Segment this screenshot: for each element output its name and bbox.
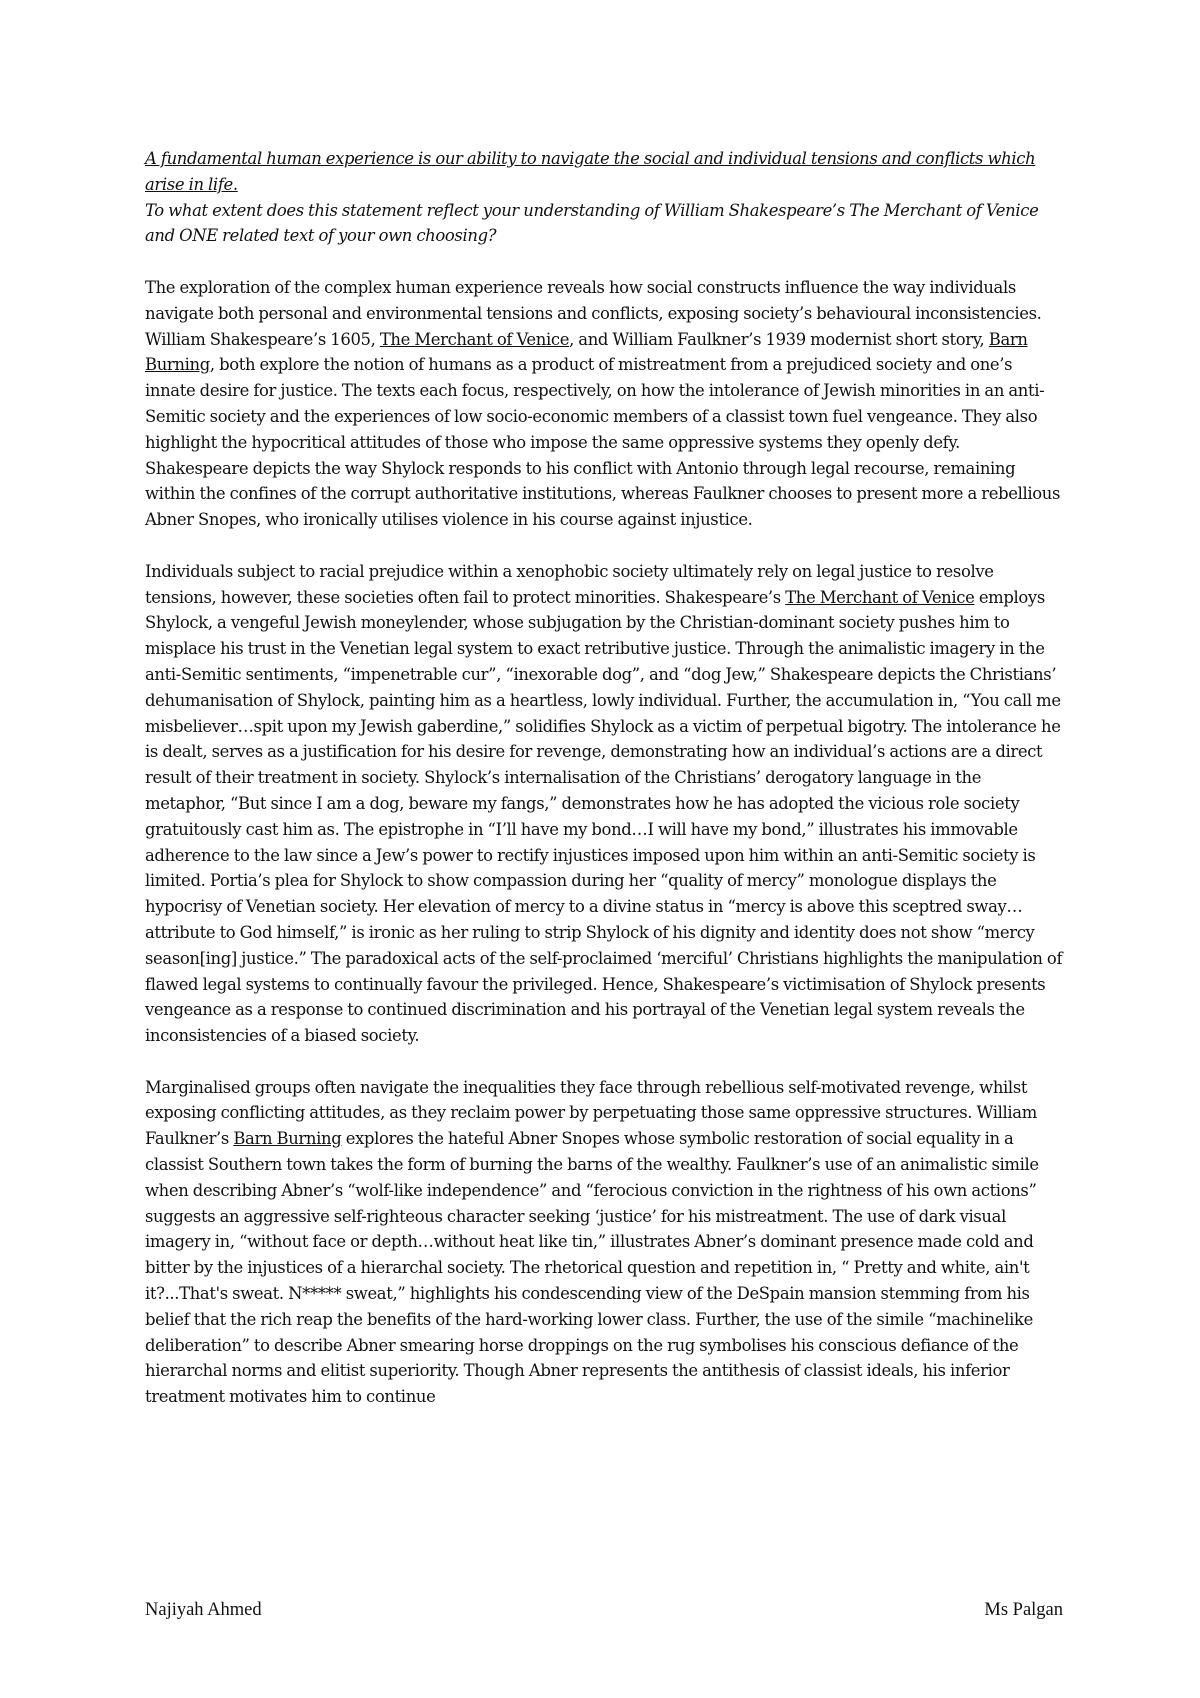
prompt-question: To what extent does this statement reflect your understanding of William Shakespeare’s The Merchant of Venice and ONE related text of your own choosing? xyxy=(145,200,1039,246)
paragraph-text: explores the hateful Abner Snopes whose symbolic restoration of social equality in a classist Southern town takes the form of burning the barns of the wealthy. Faulkner’s use of an animalistic simile when describing Abner’s “wolf-like independence” and “ferocious conviction in the rightness of his own actions” suggests an aggressive self-righteous character seeking ‘justice’ for his mistreatment. The use of dark visual imagery in, “without face or depth…without heat like tin,” illustrates Abner’s dominant presence made cold and bitter by the injustices of a hierarchal society. The rhetorical question and repetition in, “ Pretty and white, ain't it?...That's sweat. N***** sweat,” highlights his condescending view of the DeSpain mansion stemming from his belief that the rich reap the benefits of the hard-working lower class. Further, the use of the simile “machinelike deliberation” to describe Abner smearing horse droppings on the rug symbolises his conscious defiance of the hierarchal norms and elitist superiority. Though Abner represents the antithesis of classist ideals, his inferior treatment motivates him to continue xyxy=(145,1129,1039,1407)
paragraph-text: The exploration of the complex human experience reveals how social constructs influence the way individuals navigate both personal and environmental tensions and conflicts, exposing society’s behavioural inconsistencies. William Shakespeare’s 1605, xyxy=(145,277,1042,349)
paragraph-barn-burning-analysis xyxy=(145,1075,1063,1410)
text-title-barn-burning: Barn Burning xyxy=(233,1129,342,1149)
page-footer xyxy=(145,1600,1063,1630)
text-title-merchant: The Merchant of Venice xyxy=(379,329,570,349)
footer-student-name: Najiyah Ahmed xyxy=(145,1600,262,1620)
paragraph-merchant-analysis xyxy=(145,559,1063,1049)
paragraph-text: Individuals subject to racial prejudice within a xenophobic society ultimately rely on legal justice to resolve tensions, however, these societies often fail to protect minorities. Shakespeare’s xyxy=(145,561,994,607)
text-title-merchant: The Merchant of Venice xyxy=(785,587,975,607)
paragraph-text: Marginalised groups often navigate the inequalities they face through rebellious self-motivated revenge, whilst exposing conflicting attitudes, as they reclaim power by perpetuating those same oppressive structures. William Faulkner’s xyxy=(145,1077,1037,1149)
footer-teacher-name: Ms Palgan xyxy=(984,1600,1063,1620)
paragraph-text: employs Shylock, a vengeful Jewish moneylender, whose subjugation by the Christian-dominant society pushes him to misplace his trust in the Venetian legal system to exact retributive justice. Through the animalistic imagery in the anti-Semitic sentiments, “impenetrable cur”, “inexorable dog”, and “dog Jew,” Shakespeare depicts the Christians’ dehumanisation of Shylock, painting him as a heartless, lowly individual. Further, the accumulation in, “You call me misbeliever…spit upon my Jewish gaberdine,” solidifies Shylock as a victim of perpetual bigotry. The intolerance he is dealt, serves as a justification for his desire for revenge, demonstrating how an individual’s actions are a direct result of their treatment in society. Shylock’s internalisation of the Christians’ derogatory language in the metaphor, “But since I am a dog, beware my fangs,” demonstrates how he has adopted the vicious role society gratuitously cast him as. The epistrophe in “I’ll have my bond…I will have my bond,” illustrates his immovable adherence to the law since a Jew’s power to rectify injustices imposed upon him within an anti-Semitic society is limited. Portia’s plea for Shylock to show compassion during her “quality of mercy” monologue displays the hypocrisy of Venetian society. Her elevation of mercy to a divine status in “mercy is above this sceptred sway… attribute to God himself,” is ironic as her ruling to strip Shylock of his dignity and identity does not show “mercy season[ing] justice.” The paradoxical acts of the self-proclaimed ‘merciful’ Christians highlights the manipulation of flawed legal systems to continually favour the privileged. Hence, Shakespeare’s victimisation of Shylock presents vengeance as a response to continued discrimination and his portrayal of the Venetian legal system reveals the inconsistencies of a biased society. xyxy=(145,587,1063,1046)
essay-body xyxy=(145,146,1063,1410)
text-title-barn-burning: Barn Burning xyxy=(145,329,1028,375)
essay-prompt xyxy=(145,146,1063,249)
paragraph-introduction xyxy=(145,275,1063,533)
paragraph-text: , both explore the notion of humans as a product of mistreatment from a prejudiced society and one’s innate desire for justice. The texts each focus, respectively, on how the intolerance of Jewish minorities in an anti-Semitic society and the experiences of low socio-economic members of a classist town fuel vengeance. They also highlight the hypocritical attitudes of those who impose the same oppressive systems they openly defy. Shakespeare depicts the way Shylock responds to his conflict with Antonio through legal recourse, remaining within the confines of the corrupt authoritative institutions, whereas Faulkner chooses to present more a rebellious Abner Snopes, who ironically utilises violence in his course against injustice. xyxy=(145,355,1061,530)
prompt-statement: A fundamental human experience is our ability to navigate the social and individual tensions and conflicts which arise in life. xyxy=(145,149,1036,194)
paragraph-text: , and William Faulkner’s 1939 modernist short story, xyxy=(569,329,989,349)
